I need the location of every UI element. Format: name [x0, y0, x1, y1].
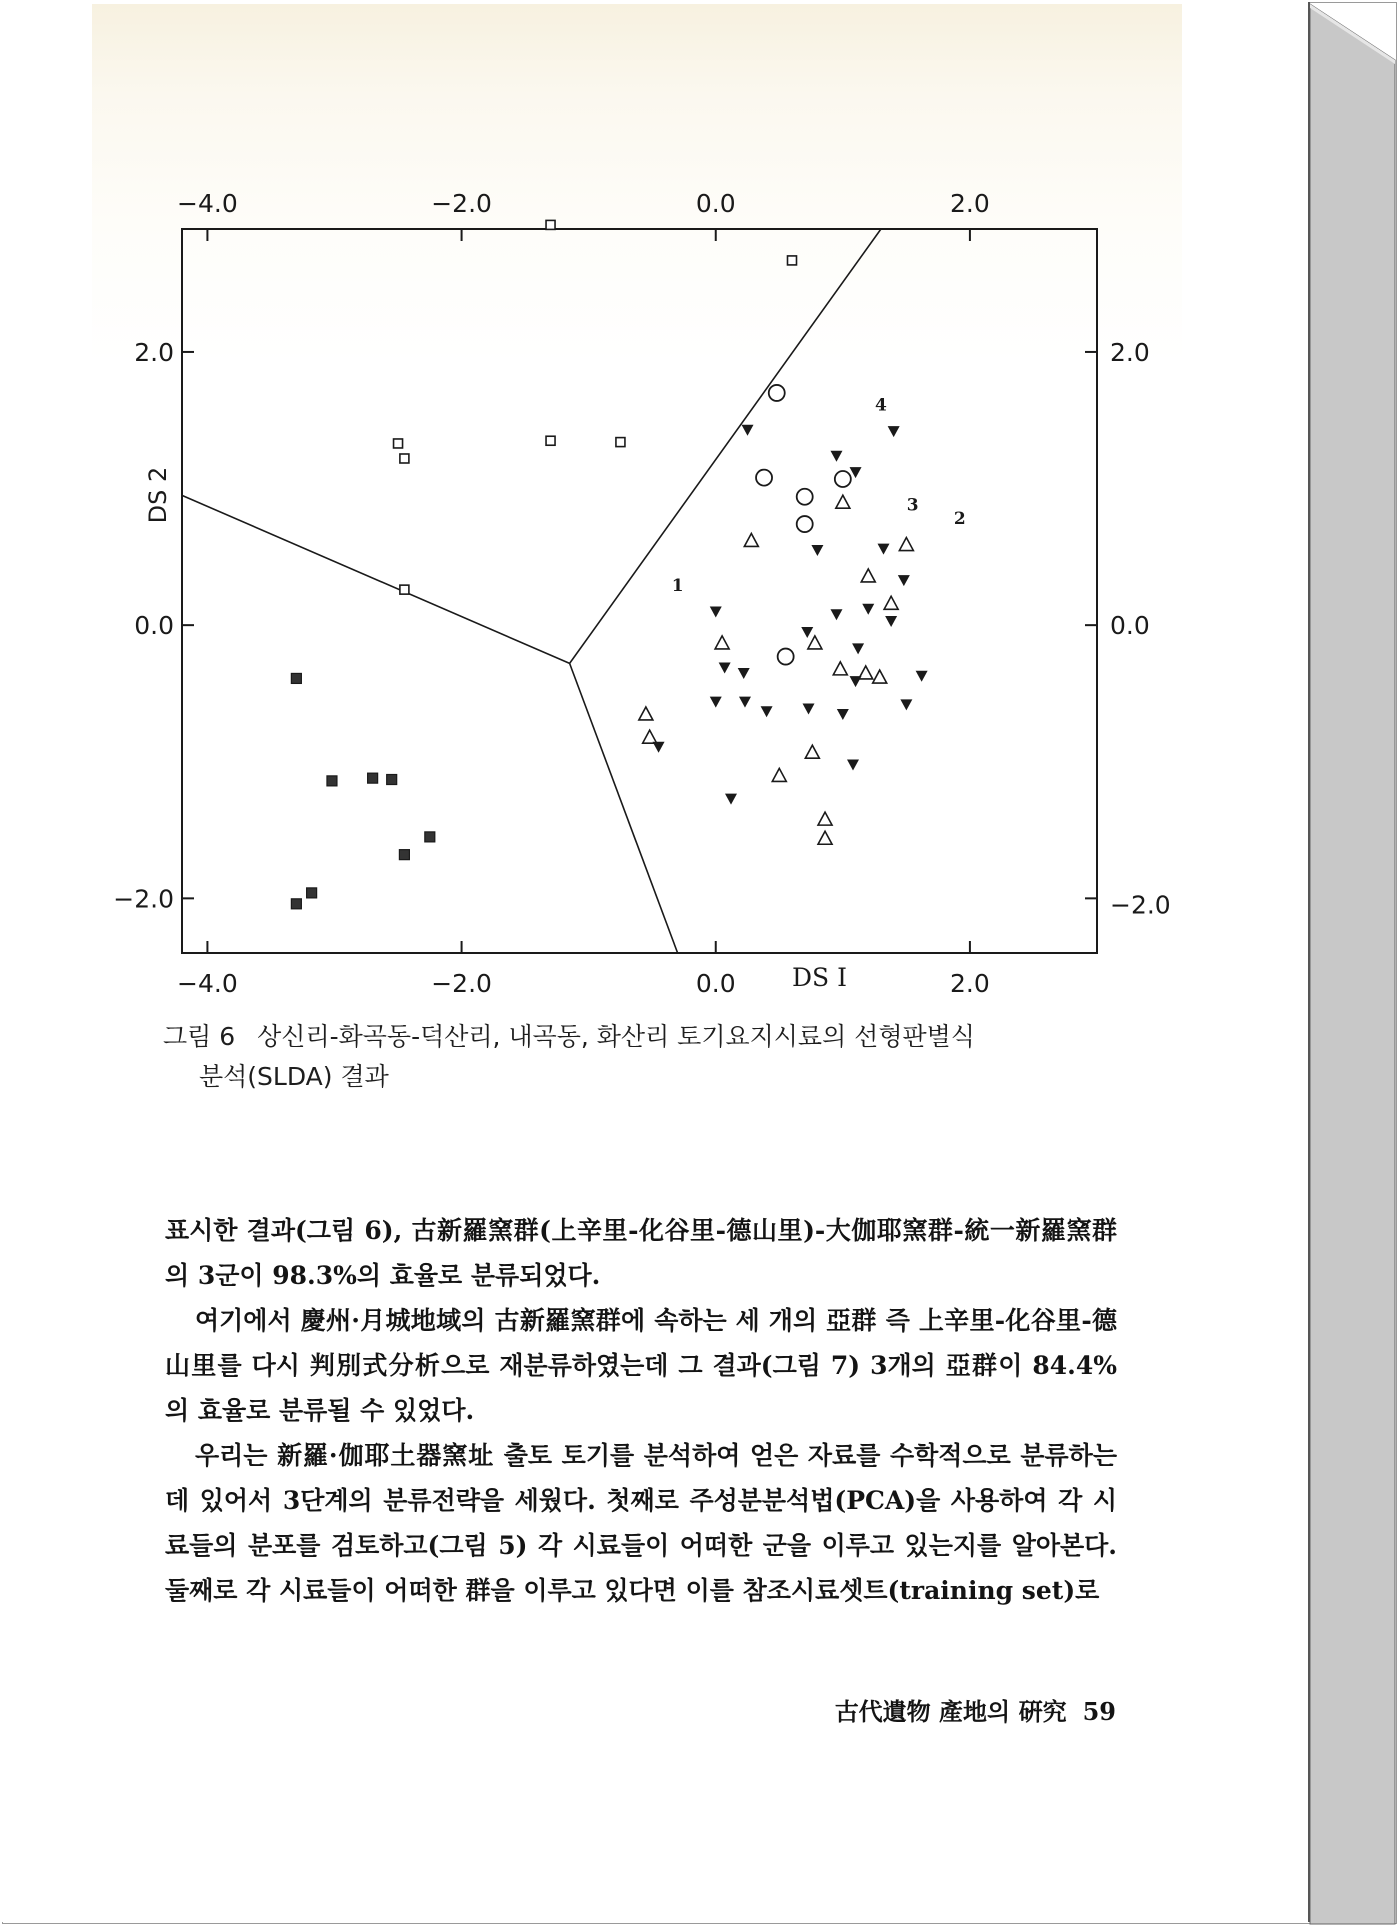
boundary-line — [570, 663, 678, 953]
filled-triangle-marker — [878, 544, 890, 555]
x-tick-label-top: −4.0 — [177, 189, 238, 218]
filled-triangle-marker — [653, 742, 665, 753]
filled-triangle-marker — [850, 676, 862, 687]
annotation-label: 2 — [953, 509, 966, 530]
open-triangle-marker — [818, 812, 832, 825]
filled-triangle-marker — [739, 697, 751, 708]
paragraph-1: 표시한 결과(그림 6), 古新羅窯群(上辛里-化谷里-德山里)-大伽耶窯群-統一新羅窯群의 3군이 98.3%의 효율로 분류되었다. — [165, 1216, 1117, 1290]
open-circle-marker — [797, 489, 813, 505]
y-tick-label-left: −2.0 — [113, 884, 174, 914]
open-triangle-marker — [639, 707, 653, 720]
open-triangle-marker — [818, 831, 832, 844]
x-tick-label-top: −2.0 — [431, 189, 492, 218]
filled-square-marker — [387, 775, 397, 785]
filled-triangle-marker — [801, 627, 813, 638]
open-square-marker — [546, 220, 555, 229]
filled-triangle-marker — [830, 451, 842, 462]
x-tick-label-bottom: −4.0 — [177, 969, 238, 998]
open-triangle-marker — [744, 533, 758, 546]
open-circle-marker — [797, 516, 813, 532]
annotation-label: 1 — [671, 576, 684, 596]
x-tick-label-top: 2.0 — [950, 189, 990, 218]
y-tick-label-right: 0.0 — [1110, 611, 1150, 641]
open-triangle-marker — [808, 636, 822, 649]
axis-ticks — [182, 229, 1097, 953]
y-axis-label: DS 2 — [144, 466, 172, 524]
running-footer — [790, 1692, 1116, 1727]
paragraph-3: 우리는 新羅·伽耶土器窯址 출토 토기를 분석하여 얻은 자료를 수학적으로 분류하는 데 있어서 3단계의 분류전략을 세웠다. 첫째로 주성분분석법(PCA)을 사용하여 각 시료들의 분포를 검토하고(그림 5) 각 시료들이 어떠한 군을 이루고 있는지를 알아본다. 둘째로 각 시료들이 어떠한 群을 이루고 있다면 이를 참조시료셋트(training set)로 — [165, 1441, 1117, 1605]
open-triangle-marker — [884, 596, 898, 609]
discriminant-boundaries — [182, 229, 881, 953]
filled-triangle-marker — [725, 794, 737, 805]
filled-triangle-marker — [852, 643, 864, 654]
filled-triangle-marker — [830, 609, 842, 620]
filled-triangle-marker — [742, 425, 754, 436]
annotation-label: 3 — [906, 495, 919, 516]
filled-triangle-marker — [837, 709, 849, 720]
open-triangle-marker — [772, 768, 786, 781]
caption-title: 상신리-화곡동-덕산리, 내곡동, 화산리 토기요지시료의 선형판별식 — [257, 1022, 975, 1051]
y-tick-label-right: 2.0 — [1110, 337, 1150, 367]
open-triangle-marker — [715, 636, 729, 649]
y-tick-label-left: 2.0 — [134, 337, 174, 367]
boundary-line — [182, 495, 570, 663]
filled-triangle-marker — [888, 426, 900, 437]
open-triangle-marker — [833, 662, 847, 675]
running-title: 古代遺物 產地의 硏究 — [834, 1697, 1067, 1726]
filled-triangle-marker — [811, 545, 823, 556]
figure-caption — [163, 1017, 1123, 1097]
data-markers — [291, 220, 927, 908]
y-tick-label-right: −2.0 — [1110, 890, 1171, 920]
page-number: 59 — [1082, 1697, 1116, 1726]
filled-square-marker — [307, 888, 317, 898]
x-tick-label-bottom: 2.0 — [950, 969, 990, 998]
paragraph-2: 여기에서 慶州·月城地域의 古新羅窯群에 속하는 세 개의 亞群 즉 上辛里-化谷里-德山里를 다시 判別式分析으로 재분류하였는데 그 결과(그림 7) 3개의 亞群이 84.4%의 효율로 분류될 수 있었다. — [165, 1306, 1117, 1425]
caption-line-2: 분석(SLDA) 결과 — [199, 1062, 389, 1091]
tick-labels — [113, 189, 1170, 998]
x-axis-label: DS I — [792, 963, 847, 992]
filled-square-marker — [291, 673, 301, 683]
filled-triangle-marker — [898, 575, 910, 586]
filled-triangle-marker — [710, 697, 722, 708]
open-square-marker — [394, 439, 403, 448]
filled-triangle-marker — [862, 604, 874, 615]
filled-triangle-marker — [738, 668, 750, 679]
x-tick-label-bottom: −2.0 — [431, 969, 492, 998]
open-square-marker — [788, 256, 797, 265]
filled-triangle-marker — [803, 703, 815, 714]
filled-square-marker — [368, 773, 378, 783]
filled-triangle-marker — [710, 606, 722, 617]
filled-square-marker — [327, 776, 337, 786]
open-circle-marker — [778, 649, 794, 665]
open-square-marker — [616, 438, 625, 447]
x-tick-label-bottom: 0.0 — [695, 969, 736, 998]
figure-number: 그림 6 — [163, 1022, 236, 1051]
filled-triangle-marker — [885, 616, 897, 627]
open-triangle-marker — [643, 730, 657, 743]
y-tick-label-left: 0.0 — [134, 611, 174, 641]
filled-square-marker — [399, 850, 409, 860]
body-text — [165, 1208, 1117, 1613]
open-triangle-marker — [861, 569, 875, 582]
open-square-marker — [546, 436, 555, 445]
open-circle-marker — [756, 470, 772, 486]
open-triangle-marker — [899, 538, 913, 551]
annotation-label: 4 — [875, 395, 887, 416]
filled-triangle-marker — [719, 662, 731, 673]
filled-triangle-marker — [847, 759, 859, 770]
filled-triangle-marker — [761, 706, 773, 717]
open-triangle-marker — [805, 745, 819, 758]
open-triangle-marker — [873, 670, 887, 683]
filled-triangle-marker — [916, 671, 928, 682]
open-square-marker — [400, 454, 409, 463]
caption-line-1 — [163, 1017, 1123, 1057]
open-circle-marker — [835, 471, 851, 487]
filled-square-marker — [291, 899, 301, 909]
open-triangle-marker — [836, 495, 850, 508]
open-circle-marker — [769, 385, 785, 401]
open-square-marker — [400, 585, 409, 594]
point-annotations — [672, 396, 966, 596]
filled-square-marker — [425, 832, 435, 842]
plot-frame — [182, 229, 1097, 953]
x-tick-label-top: 0.0 — [695, 189, 736, 218]
filled-triangle-marker — [900, 699, 912, 710]
